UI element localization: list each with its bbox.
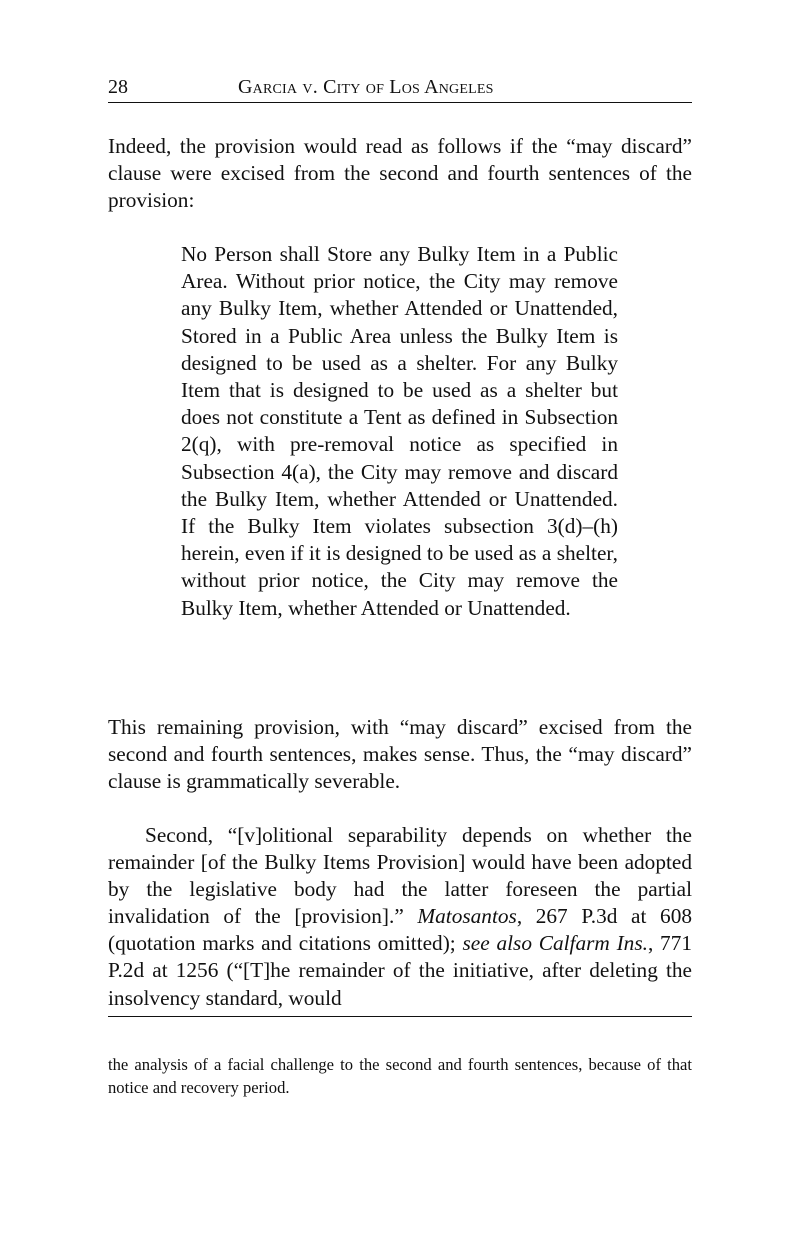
block-quote: No Person shall Store any Bulky Item in a Public Area. Without prior notice, the City may remove any Bulky Item, whether Attended or Unattended, Stored in a Public Area unless the Bulky Item is designed to be used as a shelter. For any Bulky Item that is designed to be used as a shelter but does not constitute a Tent as defined in Subsection 2(q), with pre-removal notice as specified in Subsection 4(a), the City may remove and discard the Bulky Item, whether Attended or Unattended. If the Bulky Item violates subsection 3(d)–(h) herein, even if it is designed to be used as a shelter, without prior notice, the City may remove the Bulky Item, whether Attended or Unattended. [181,242,618,620]
footnote: the analysis of a facial challenge to the second and fourth sentences, because of that notice and recovery period. [108,1055,692,1097]
second-paragraph-text-2: , 267 P.3d at 608 (quotation marks and citations omitted); [108,904,692,956]
second-paragraph-text-1: Second, “[v]olitional separability depends on whether the remainder [of the Bulky Items Provision] would have been adopted by the legislative body had the latter foreseen the partial invalidation of the [provision].” [108,823,692,929]
citation-calfarm: see also Calfarm Ins. [462,931,648,956]
intro-paragraph: Indeed, the provision would read as follows if the “may discard” clause were excised from the second and fourth sentences of the provision: [108,134,692,213]
running-title: Garcia v. City of Los Angeles [238,76,494,98]
footnote-divider [108,1016,692,1017]
conclusion-paragraph: This remaining provision, with “may discard” excised from the second and fourth sentences, makes sense. Thus, the “may discard” clause is grammatically severable. [108,715,692,794]
page-number: 28 [108,76,128,98]
citation-matosantos: Matosantos [417,904,517,929]
second-paragraph-text-3: , 771 P.2d at 1256 (“[T]he remainder of the initiative, after deleting the insolvency standard, would [108,931,692,1010]
page-header [108,74,692,103]
second-paragraph [108,822,692,1012]
